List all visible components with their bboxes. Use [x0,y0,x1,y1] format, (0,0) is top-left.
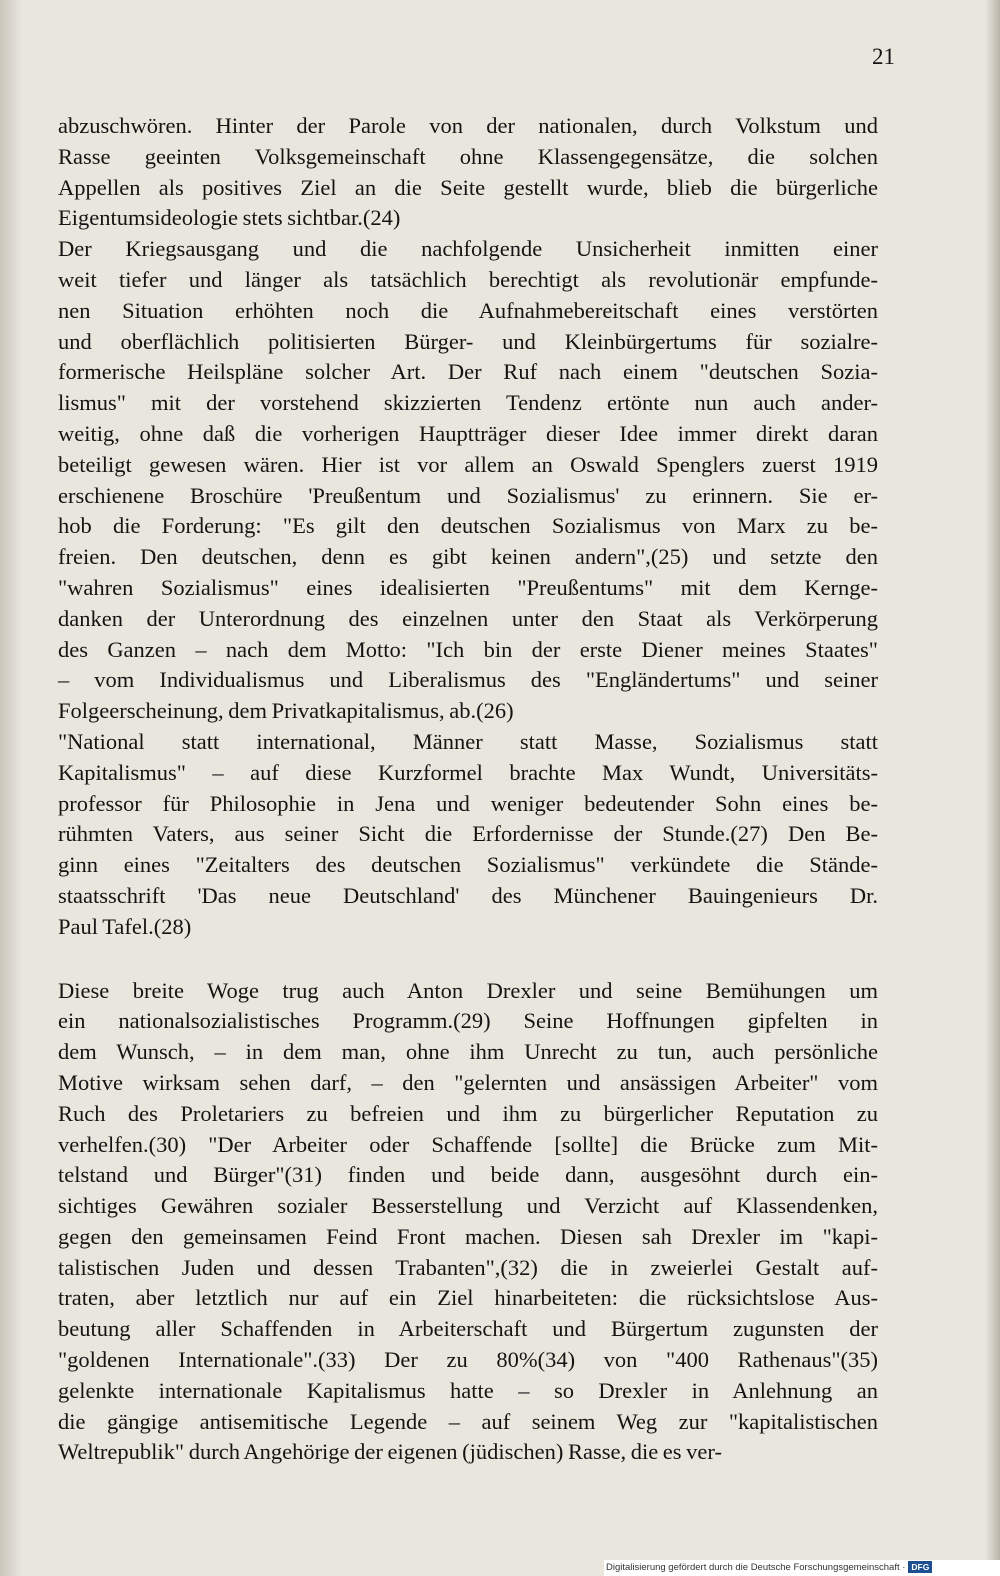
text-line: talistischen Juden und dessen Trabanten",(32) die in zweierlei Gestalt auf- [58,1254,878,1280]
text-line: traten, aber letztlich nur auf ein Ziel hinarbeiteten: die rücksichtslose Aus- [58,1285,878,1311]
text-line: Folgeerscheinung, dem Privatkapitalismus, ab.(26) [58,698,514,724]
text-line: Der Kriegsausgang und die nachfolgende Unsicherheit inmitten einer [58,236,878,262]
text-line: hob die Forderung: "Es gilt den deutschen Sozialismus von Marx zu be- [58,513,878,539]
text-line: des Ganzen – nach dem Motto: "Ich bin der erste Diener meines Staates" [58,636,878,662]
paragraph [58,727,878,943]
text-line: Diese breite Woge trug auch Anton Drexler und seine Bemühungen um [58,977,878,1003]
text-line: Ruch des Proletariers zu befreien und ihm zu bürgerlicher Reputation zu [58,1100,878,1126]
section-break [58,943,878,976]
text-line: gegen den gemeinsamen Feind Front machen. Diesen sah Drexler im "kapi- [58,1223,878,1249]
text-line: dem Wunsch, – in dem man, ohne ihm Unrecht zu tun, auch persönliche [58,1039,878,1065]
page-binding-shadow [0,0,22,1576]
text-line: "wahren Sozialismus" eines idealisierten "Preußentums" mit dem Kernge- [58,574,878,600]
text-line: ein nationalsozialistisches Programm.(29) Seine Hoffnungen gipfelten in [58,1008,878,1034]
page-number: 21 [872,44,895,69]
page-body-text [58,111,878,1468]
text-line: Rasse geeinten Volksgemeinschaft ohne Klassengegensätze, die solchen [58,143,878,169]
text-line: Weltrepublik" durch Angehörige der eigenen (jüdischen) Rasse, die es ver- [58,1439,722,1465]
text-line: verhelfen.(30) "Der Arbeiter oder Schaffende [sollte] die Brücke zum Mit- [58,1131,878,1157]
text-line: lismus" mit der vorstehend skizzierten Tendenz ertönte nun auch ander- [58,390,878,416]
text-line: rühmten Vaters, aus seiner Sicht die Erfordernisse der Stunde.(27) Den Be- [58,821,878,847]
text-line: die gängige antisemitische Legende – auf seinem Weg zur "kapitalistischen [58,1408,878,1434]
digitization-footer [604,1560,1000,1576]
text-line: – vom Individualismus und Liberalismus des "Engländertums" und seiner [58,667,878,693]
text-line: Paul Tafel.(28) [58,913,192,939]
paragraph [58,111,878,234]
text-line: sichtiges Gewähren sozialer Besserstellung und Verzicht auf Klassendenken, [58,1193,878,1219]
text-line: weitig, ohne daß die vorherigen Hauptträger dieser Idee immer direkt daran [58,420,878,446]
text-line: beteiligt gewesen wären. Hier ist vor allem an Oswald Spenglers zuerst 1919 [58,451,878,477]
dfg-logo-icon: DFG [908,1561,932,1573]
text-line: danken der Unterordnung des einzelnen unter den Staat als Verkörperung [58,605,878,631]
paragraph [58,976,878,1469]
text-line: nen Situation erhöhten noch die Aufnahmebereitschaft eines verstörten [58,297,878,323]
text-line: professor für Philosophie in Jena und weniger bedeutender Sohn eines be- [58,790,878,816]
paragraph [58,234,878,727]
text-line: "goldenen Internationale".(33) Der zu 80%(34) von "400 Rathenaus"(35) [58,1347,878,1373]
text-line: formerische Heilspläne solcher Art. Der Ruf nach einem "deutschen Sozia- [58,359,878,385]
text-line: abzuschwören. Hinter der Parole von der nationalen, durch Volkstum und [58,113,878,138]
text-line: beutung aller Schaffenden in Arbeiterschaft und Bürgertum zugunsten der [58,1316,878,1342]
text-line: erschienene Broschüre 'Preußentum und Sozialismus' zu erinnern. Sie er- [58,482,878,508]
text-line: Eigentumsideologie stets sichtbar.(24) [58,205,401,231]
text-line: Motive wirksam sehen darf, – den "gelernten und ansässigen Arbeiter" vom [58,1069,878,1095]
text-line: staatsschrift 'Das neue Deutschland' des Münchener Bauingenieurs Dr. [58,882,878,908]
text-line: weit tiefer und länger als tatsächlich berechtigt als revolutionär empfunde- [58,266,878,292]
page-edge-shadow [986,0,1000,1576]
text-line: ginn eines "Zeitalters des deutschen Sozialismus" verkündete die Stände- [58,852,878,878]
text-line: Appellen als positives Ziel an die Seite gestellt wurde, blieb die bürgerliche [58,174,878,200]
text-line: gelenkte internationale Kapitalismus hatte – so Drexler in Anlehnung an [58,1377,878,1403]
text-line: und oberflächlich politisierten Bürger- und Kleinbürgertums für sozialre- [58,328,878,354]
text-line: "National statt international, Männer statt Masse, Sozialismus statt [58,728,878,754]
text-line: Kapitalismus" – auf diese Kurzformel brachte Max Wundt, Universitäts- [58,759,878,785]
text-line: freien. Den deutschen, denn es gibt keinen andern",(25) und setzte den [58,544,878,570]
text-line: telstand und Bürger"(31) finden und beide dann, ausgesöhnt durch ein- [58,1162,878,1188]
footer-credit-text: Digitalisierung gefördert durch die Deutsche Forschungsgemeinschaft · [606,1562,906,1573]
